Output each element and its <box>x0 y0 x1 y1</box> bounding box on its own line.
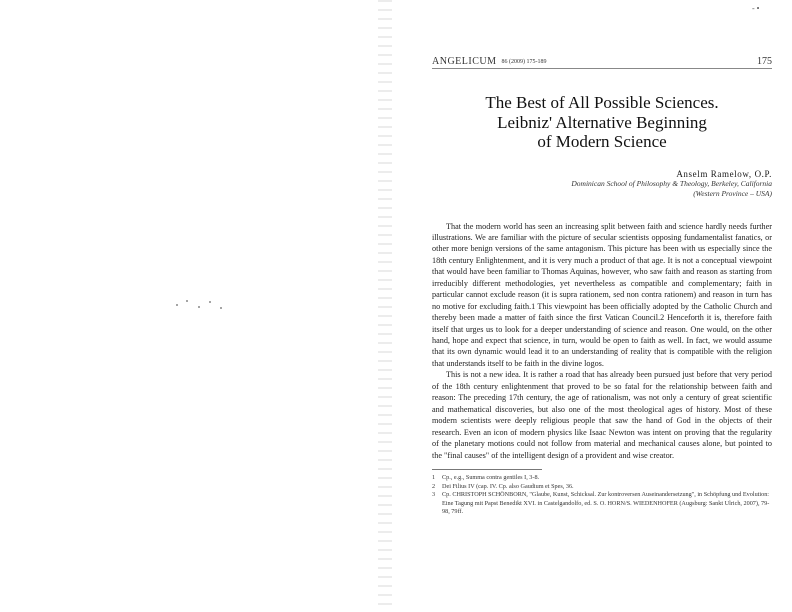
article-title <box>432 93 772 152</box>
footnote-number: 3 <box>432 491 436 499</box>
title-line-3: of Modern Science <box>537 132 667 151</box>
corner-scan-mark: - • <box>752 4 760 13</box>
footnote-text: Cp. CHRISTOPH SCHÖNBORN, "Glaube, Kunst, Schicksal. Zur kontroversen Auseinandersetzung", in Schöpfung und Evolution: Eine Tagung mit Papst Benedikt XVI. in Castelgandolfo, ed. S. O. HORN/S. WIEDENHOFER (Augsburg: Sankt Ulrich, 2007), 79-98, 79ff. <box>442 491 770 516</box>
page-number: 175 <box>757 56 772 67</box>
article-body <box>432 221 772 462</box>
author-name: Anselm Ramelow, O.P. <box>676 168 772 179</box>
author-block <box>432 169 772 199</box>
author-province: (Western Province – USA) <box>693 188 772 198</box>
author-affiliation: Dominican School of Philosophy & Theology, Berkeley, California <box>571 178 772 188</box>
footnote-text: Dei Filius IV (cap. IV. Cp. also Gaudium et Spes, 36. <box>442 482 574 490</box>
footnote-rule <box>432 469 770 517</box>
footnote <box>432 483 772 492</box>
title-line-1: The Best of All Possible Sciences. <box>485 93 719 112</box>
body-paragraph: That the modern world has seen an increasing split between faith and science hardly needs further illustrations. We are familiar with the picture of secular scientists opposing fundamentalist fanatics, or other more benign versions of the same antagonism. This picture has been with us especially since the 18th century Enlightenment, and it is very much a product of that age. It is not a conceptual viewpoint that would have been familiar to Thomas Aquinas, however, who saw faith and reason as starting from irreducibly different methodologies, yet nevertheless as compatible and complementary; faith in particular cannot exclude reason (it is supra rationem, sed non contra rationem) and reason in turn has no motive for excluding faith.1 This viewpoint has been officially adopted by the Catholic Church and thereby been made a matter of faith since the first Vatican Council.2 Henceforth it is, therefore faith itself that urges us to look for a deeper understanding of science and reason. One would, on the other hand, hope and expect that science, in turn, would be open to faith as well. In fact, we would assume that its own dynamic would lead it to an understanding of reality that is compatible with the religion that understands itself to be faith in the divine logos. <box>432 221 772 368</box>
body-paragraph: This is not a new idea. It is rather a road that has already been pursued just before that very period of the 18th century enlightenment that proved to be so fatal for the relationship between faith and reason: The preceding 17th century, the age of rationalism, was not only a century of great scientific and mathematical discoveries, but also one of the most theological ages of history. Most of these modern scientists were deeply religious people that saw the hand of God in the objects of their research. Even an icon of modern physics like Isaac Newton was intent on proving that the regularity of the planetary motions could not follow from material and mechanical causes alone, but pointed to the "final causes" of the intelligent design of a provident and wise creator. <box>432 370 772 460</box>
journal-name: ANGELICUM <box>432 56 497 67</box>
footnote <box>432 474 772 483</box>
title-line-2: Leibniz' Alternative Beginning <box>497 112 707 132</box>
footnote-number: 2 <box>432 482 436 490</box>
book-page <box>432 56 772 517</box>
footnote-text: Cp., e.g., Summa contra gentiles I, 3-8. <box>442 474 540 482</box>
running-header <box>432 56 772 69</box>
footnote-number: 1 <box>432 474 436 482</box>
journal-citation: 86 (2009) 175-189 <box>501 58 547 65</box>
footnote <box>432 491 772 517</box>
footnotes <box>432 474 772 517</box>
book-gutter-shadow <box>378 0 392 612</box>
scan-specks <box>176 298 226 312</box>
